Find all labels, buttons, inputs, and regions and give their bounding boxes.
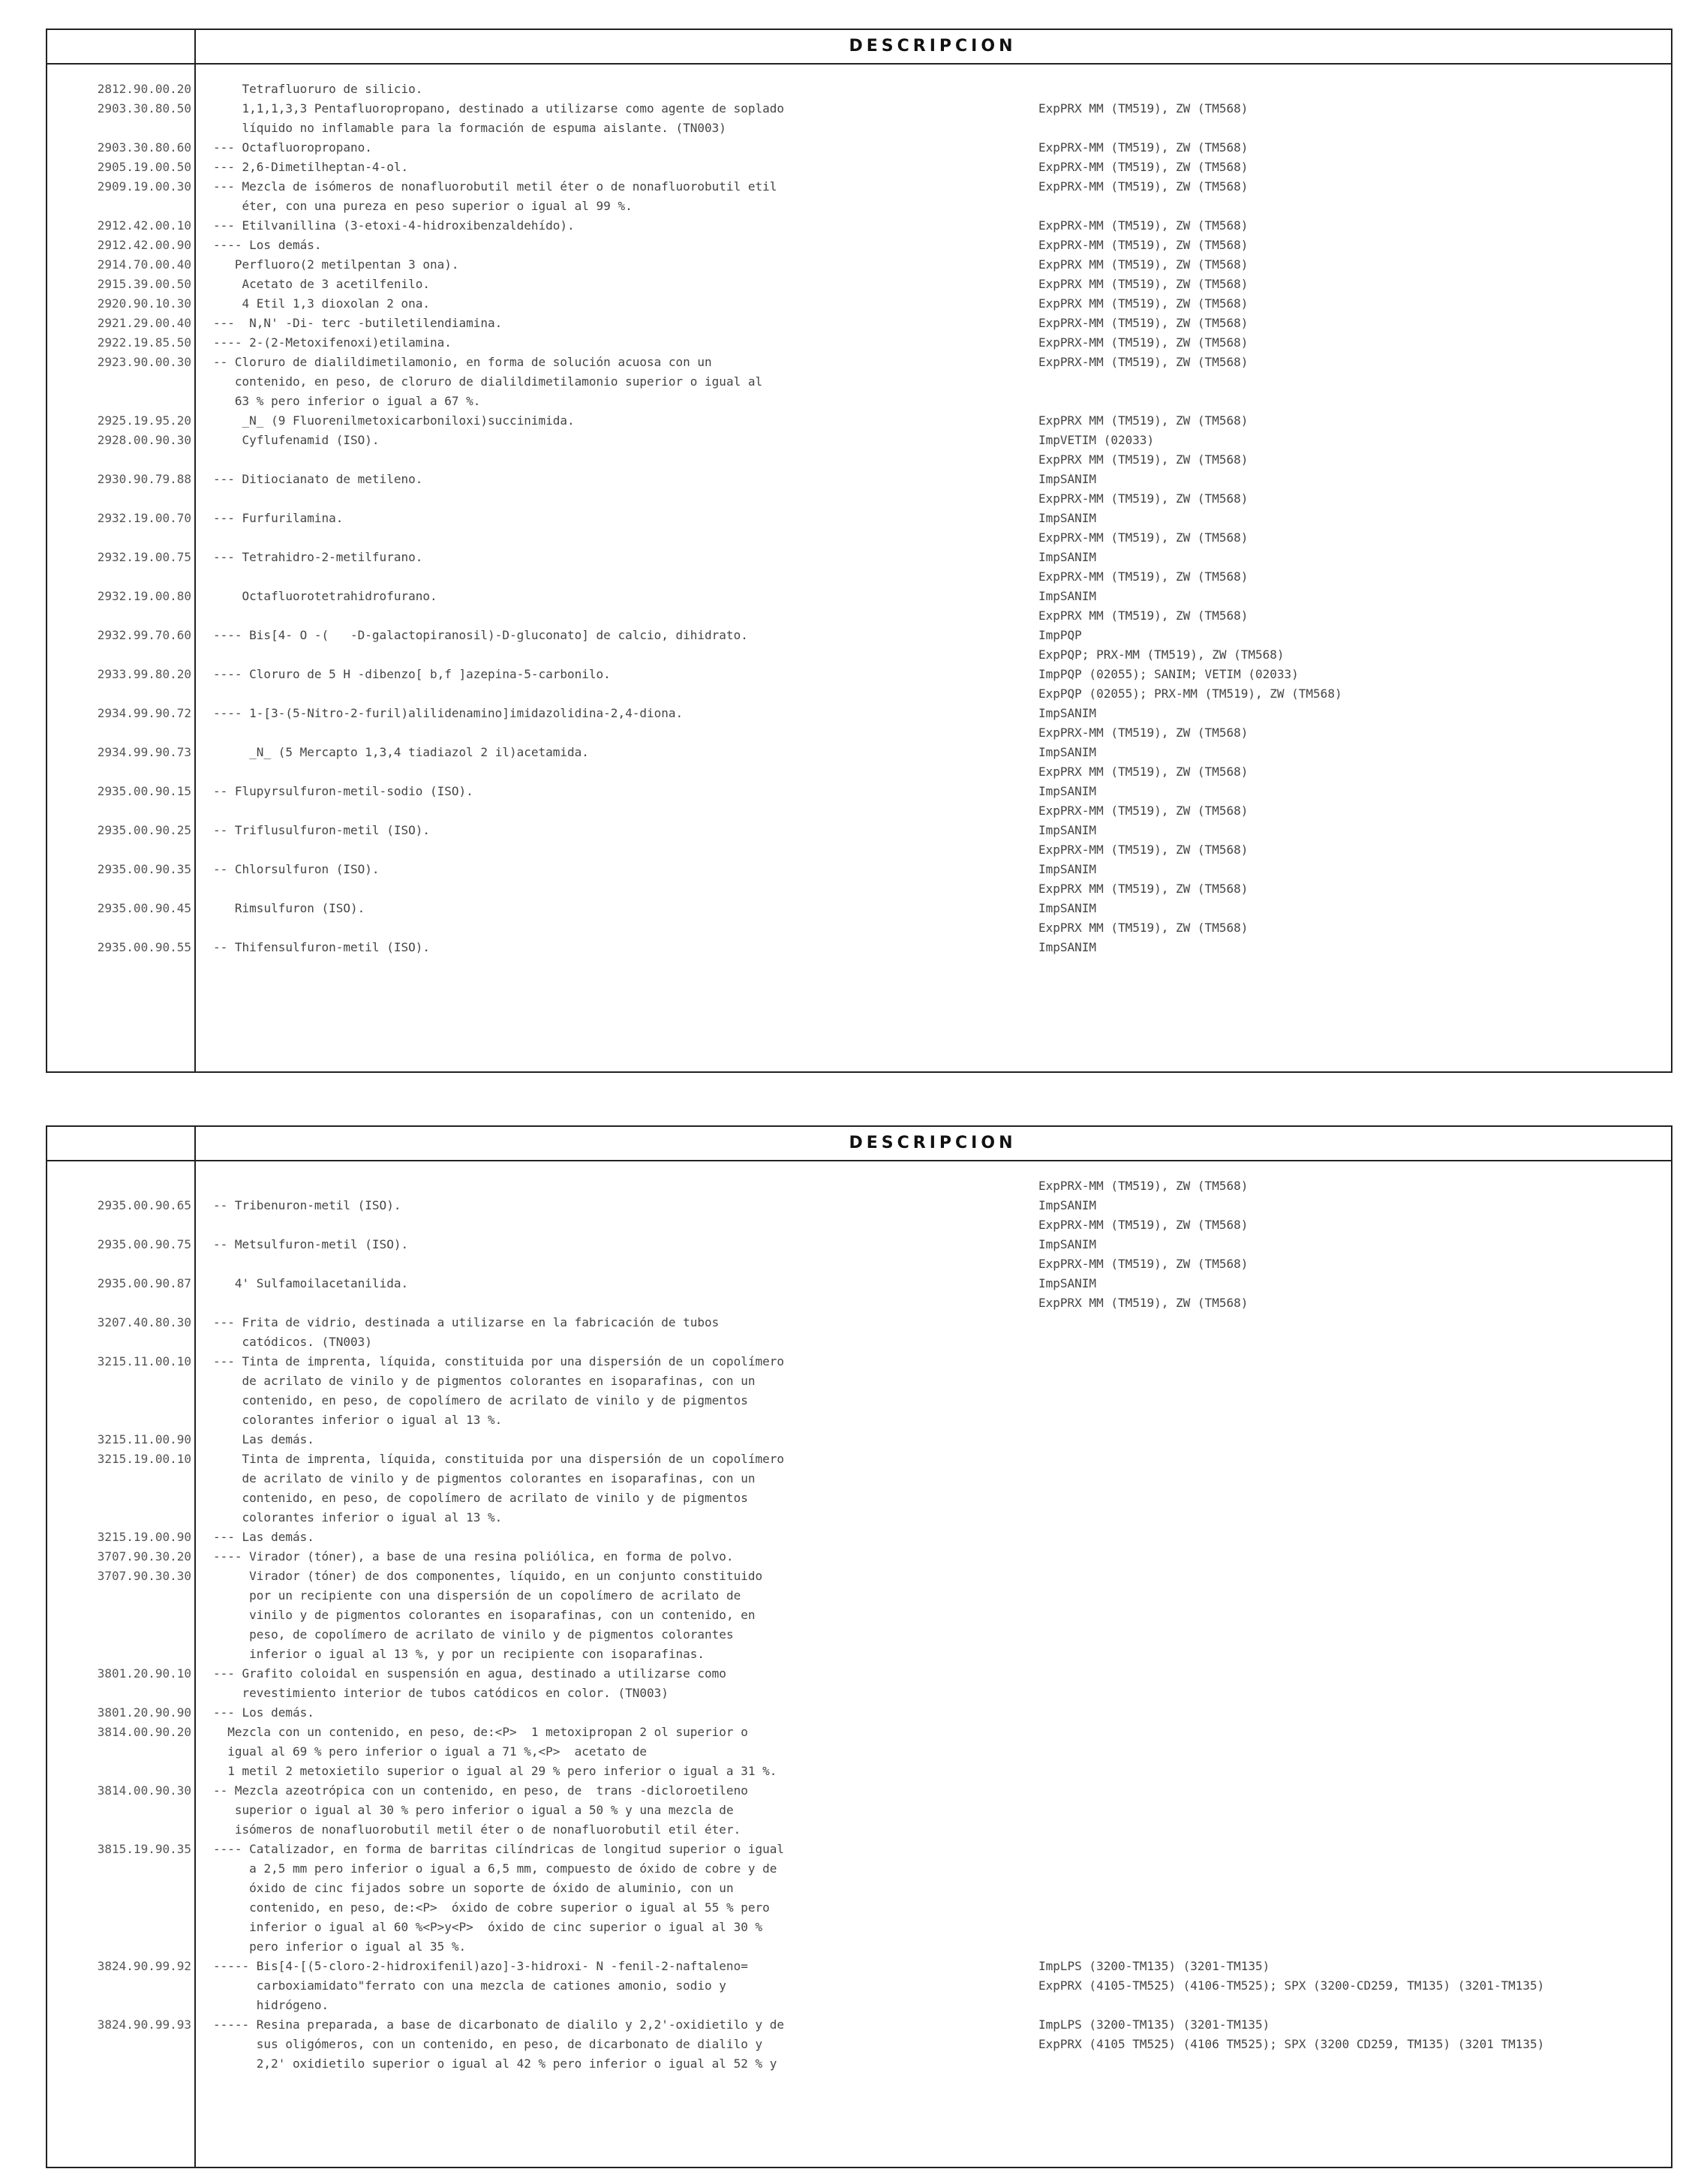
header-title: DESCRIPCION xyxy=(849,1134,1017,1152)
description-cell: Tetrafluoruro de silicio. xyxy=(213,82,423,96)
table-row xyxy=(47,821,1671,860)
description-cell: --- Tetrahidro-2-metilfurano. xyxy=(213,550,423,564)
description-cell: --- Octafluoropropano. xyxy=(213,140,372,155)
table-row xyxy=(47,353,1671,411)
header-title: DESCRIPCION xyxy=(849,37,1017,56)
tariff-code: 2935.00.90.45 xyxy=(97,901,191,915)
table-row xyxy=(47,1781,1671,1840)
tariff-code: 3814.00.90.20 xyxy=(97,1725,191,1739)
description-cell: -- Metsulfuron-metil (ISO). xyxy=(213,1237,409,1251)
tariff-code: 2935.00.90.65 xyxy=(97,1198,191,1212)
tariff-code: 2935.00.90.75 xyxy=(97,1237,191,1251)
table-row xyxy=(47,587,1671,626)
description-cell: 4 Etil 1,3 dioxolan 2 ona. xyxy=(213,296,430,311)
description-cell: -- Flupyrsulfuron-metil-sodio (ISO). xyxy=(213,784,473,798)
measures-cell: ImpSANIM ExpPRX MM (TM519), ZW (TM568) xyxy=(1038,589,1249,623)
tariff-code: 2930.90.79.88 xyxy=(97,472,191,486)
table-header xyxy=(47,1127,1671,1161)
table-row xyxy=(47,1567,1671,1664)
table-row xyxy=(47,236,1671,255)
measures-cell: ImpLPS (3200-TM135) (3201-TM135) ExpPRX (4105 TM525) (4106 TM525); SPX (3200 CD259, TM135) (3201 TM135) xyxy=(1038,2017,1545,2051)
measures-cell: ImpSANIM ExpPRX-MM (TM519), ZW (TM568) xyxy=(1038,1198,1249,1232)
tariff-code: 3215.19.00.10 xyxy=(97,1452,191,1466)
tariff-code: 2935.00.90.55 xyxy=(97,940,191,954)
tariff-code: 2935.00.90.87 xyxy=(97,1276,191,1290)
table-row xyxy=(47,294,1671,314)
table-row xyxy=(47,704,1671,743)
table-row xyxy=(47,138,1671,158)
tariff-code: 2915.39.00.50 xyxy=(97,277,191,291)
description-cell: 1,1,1,3,3 Pentafluoropropano, destinado a utilizarse como agente de soplado líquido no inflamable para la formación de espuma aislante. (TN003) xyxy=(242,101,784,135)
tariff-code: 3215.11.00.90 xyxy=(97,1432,191,1446)
tariff-code: 3824.90.99.93 xyxy=(97,2017,191,2032)
table-row xyxy=(47,938,1671,957)
tariff-code: 2935.00.90.15 xyxy=(97,784,191,798)
description-cell: ---- Bis[4- O -( -D-galactopiranosil)-D-gluconato] de calcio, dihidrato. xyxy=(213,628,748,642)
description-cell: Mezcla con un contenido, en peso, de:<P> 1 metoxipropan 2 ol superior o igual al 69 % pero inferior o igual a 71 %,<P> acetato de 1 metil 2 metoxietilo superior o igual al 29 % pero inferior o igual a 31 %. xyxy=(227,1725,777,1778)
table-row xyxy=(47,255,1671,275)
table-row xyxy=(47,1352,1671,1430)
table-row xyxy=(47,509,1671,548)
description-cell: -- Thifensulfuron-metil (ISO). xyxy=(213,940,430,954)
description-cell: Acetato de 3 acetilfenilo. xyxy=(213,277,430,291)
tariff-code: 2812.90.00.20 xyxy=(97,82,191,96)
description-cell: --- Etilvanillina (3-etoxi-4-hidroxibenzaldehído). xyxy=(213,218,575,233)
table-row xyxy=(47,314,1671,333)
rows-panel-1 xyxy=(47,80,1671,957)
measures-cell: ImpVETIM (02033) ExpPRX MM (TM519), ZW (TM568) xyxy=(1038,433,1249,467)
table-row xyxy=(47,1703,1671,1723)
tariff-code: 2922.19.85.50 xyxy=(97,335,191,350)
tariff-code: 2935.00.90.35 xyxy=(97,862,191,876)
measures-cell: ImpSANIM ExpPRX MM (TM519), ZW (TM568) xyxy=(1038,1276,1249,1310)
measures-cell: ImpSANIM ExpPRX-MM (TM519), ZW (TM568) xyxy=(1038,511,1249,545)
table-row xyxy=(47,782,1671,821)
measures-cell: ImpSANIM ExpPRX MM (TM519), ZW (TM568) xyxy=(1038,901,1249,935)
tariff-code: 2932.19.00.75 xyxy=(97,550,191,564)
table-row xyxy=(47,1196,1671,1235)
tariff-code: 2933.99.80.20 xyxy=(97,667,191,681)
measures-cell: ExpPRX MM (TM519), ZW (TM568) xyxy=(1038,296,1249,311)
description-cell: _N_ (5 Mercapto 1,3,4 tiadiazol 2 il)acetamida. xyxy=(213,745,589,759)
description-cell: ---- 1-[3-(5-Nitro-2-furil)alilidenamino]imidazolidina-2,4-diona. xyxy=(213,706,684,720)
description-cell: -- Tribenuron-metil (ISO). xyxy=(213,1198,401,1212)
measures-cell: ExpPRX-MM (TM519), ZW (TM568) xyxy=(1038,140,1249,155)
description-cell: -- Chlorsulfuron (ISO). xyxy=(213,862,380,876)
description-cell: ---- Virador (tóner), a base de una resina poliólica, en forma de polvo. xyxy=(213,1549,734,1564)
tariff-code: 2921.29.00.40 xyxy=(97,316,191,330)
rows-panel-2 xyxy=(47,1176,1671,2074)
description-cell: Las demás. xyxy=(213,1432,314,1446)
tariff-code: 3815.19.90.35 xyxy=(97,1842,191,1856)
measures-cell: ExpPRX-MM (TM519), ZW (TM568) xyxy=(1038,218,1249,233)
description-cell: --- Mezcla de isómeros de nonafluorobutil metil éter o de nonafluorobutil etil éter, con una pureza en peso superior o igual al 99 %. xyxy=(213,179,777,213)
measures-cell: ExpPRX MM (TM519), ZW (TM568) xyxy=(1038,101,1249,116)
measures-cell: ImpSANIM ExpPRX MM (TM519), ZW (TM568) xyxy=(1038,862,1249,896)
measures-cell: ExpPRX-MM (TM519), ZW (TM568) xyxy=(1038,335,1249,350)
table-row xyxy=(47,411,1671,431)
description-cell: ---- 2-(2-Metoxifenoxi)etilamina. xyxy=(213,335,452,350)
tariff-code: 2905.19.00.50 xyxy=(97,160,191,174)
tariff-code: 3824.90.99.92 xyxy=(97,1959,191,1973)
description-cell: ---- Los demás. xyxy=(213,238,322,252)
measures-cell: ImpSANIM ExpPRX MM (TM519), ZW (TM568) xyxy=(1038,745,1249,779)
table-row xyxy=(47,1430,1671,1449)
tariff-code: 2935.00.90.25 xyxy=(97,823,191,837)
table-row xyxy=(47,1840,1671,1957)
description-cell: ---- Catalizador, en forma de barritas cilíndricas de longitud superior o igual a 2,5 mm pero inferior o igual a 6,5 mm, compuesto de óxido de cobre y de óxido de cinc fijados sobre un soporte de óxido de aluminio, con un contenido, en peso, de:<P> óxido de cobre superior o igual al 55 % pero inferior o igual al 60 %<P>y<P> óxido de cinc superior o igual al 30 % pero inferior o igual al 35 %. xyxy=(213,1842,784,1954)
description-cell: ---- Cloruro de 5 H -dibenzo[ b,f ]azepina-5-carbonilo. xyxy=(213,667,611,681)
measures-cell: ImpSANIM ExpPRX-MM (TM519), ZW (TM568) xyxy=(1038,550,1249,584)
table-row xyxy=(47,177,1671,216)
description-cell: _N_ (9 Fluorenilmetoxicarboniloxi)succinimida. xyxy=(213,413,575,428)
table-row xyxy=(47,1176,1671,1196)
table-row xyxy=(47,216,1671,236)
description-cell: Cyflufenamid (ISO). xyxy=(213,433,380,447)
table-row xyxy=(47,1274,1671,1313)
table-row xyxy=(47,158,1671,177)
tariff-code: 2912.42.00.10 xyxy=(97,218,191,233)
measures-cell: ImpSANIM ExpPRX-MM (TM519), ZW (TM568) xyxy=(1038,472,1249,506)
table-row xyxy=(47,1723,1671,1781)
measures-cell: ImpSANIM ExpPRX-MM (TM519), ZW (TM568) xyxy=(1038,706,1249,740)
tariff-code: 2912.42.00.90 xyxy=(97,238,191,252)
table-row xyxy=(47,333,1671,353)
description-cell: -- Mezcla azeotrópica con un contenido, en peso, de trans -dicloroetileno superior o igual al 30 % pero inferior o igual a 50 % y una mezcla de isómeros de nonafluorobutil metil éter o de nonafluorobutil etil éter. xyxy=(213,1783,748,1837)
description-cell: --- 2,6-Dimetilheptan-4-ol. xyxy=(213,160,409,174)
description-cell: --- Tinta de imprenta, líquida, constituida por una dispersión de un copolímero de acrilato de vinilo y de pigmentos colorantes en isoparafinas, con un contenido, en peso, de copolímero de acrilato de vinilo y de pigmentos colorantes inferior o igual al 13 %. xyxy=(213,1354,784,1427)
measures-cell: ImpSANIM ExpPRX-MM (TM519), ZW (TM568) xyxy=(1038,1237,1249,1271)
table-row xyxy=(47,899,1671,938)
description-cell: ----- Bis[4-[(5-cloro-2-hidroxifenil)azo]-3-hidroxi- N -fenil-2-naftaleno= carboxiamidato"ferrato con una mezcla de cationes amonio, sodio y hidrógeno. xyxy=(213,1959,748,2012)
description-cell: -- Cloruro de dialildimetilamonio, en forma de solución acuosa con un contenido, en peso, de cloruro de dialildimetilamonio superior o igual al 63 % pero inferior o igual a 67 %. xyxy=(213,355,763,408)
table-row xyxy=(47,626,1671,665)
measures-cell: ExpPRX-MM (TM519), ZW (TM568) xyxy=(1038,238,1249,252)
table-row xyxy=(47,431,1671,470)
tariff-code: 2928.00.90.30 xyxy=(97,433,191,447)
measures-cell: ImpLPS (3200-TM135) (3201-TM135) ExpPRX (4105-TM525) (4106-TM525); SPX (3200-CD259, TM135) (3201-TM135) xyxy=(1038,1959,1545,1993)
tariff-code: 3814.00.90.30 xyxy=(97,1783,191,1798)
tariff-panel-2 xyxy=(46,1125,1672,2168)
description-cell: --- Los demás. xyxy=(213,1705,314,1720)
table-row xyxy=(47,1528,1671,1547)
tariff-code: 3707.90.30.30 xyxy=(97,1569,191,1583)
description-cell: Rimsulfuron (ISO). xyxy=(213,901,365,915)
description-cell: --- Ditiocianato de metileno. xyxy=(213,472,423,486)
tariff-code: 2923.90.00.30 xyxy=(97,355,191,369)
tariff-code: 2934.99.90.72 xyxy=(97,706,191,720)
tariff-code: 2903.30.80.60 xyxy=(97,140,191,155)
tariff-code: 2903.30.80.50 xyxy=(97,101,191,116)
tariff-code: 2932.19.00.70 xyxy=(97,511,191,525)
table-row xyxy=(47,1957,1671,2015)
description-cell: -- Triflusulfuron-metil (ISO). xyxy=(213,823,430,837)
tariff-code: 3801.20.90.10 xyxy=(97,1666,191,1681)
tariff-code: 3215.11.00.10 xyxy=(97,1354,191,1368)
table-row xyxy=(47,80,1671,99)
table-row xyxy=(47,860,1671,899)
tariff-code: 3207.40.80.30 xyxy=(97,1315,191,1329)
table-row xyxy=(47,1664,1671,1703)
table-row xyxy=(47,275,1671,294)
measures-cell: ExpPRX MM (TM519), ZW (TM568) xyxy=(1038,277,1249,291)
tariff-code: 2909.19.00.30 xyxy=(97,179,191,194)
table-row xyxy=(47,1547,1671,1567)
table-row xyxy=(47,470,1671,509)
tariff-code: 2932.99.70.60 xyxy=(97,628,191,642)
table-row xyxy=(47,665,1671,704)
table-row xyxy=(47,548,1671,587)
measures-cell: ImpPQP (02055); SANIM; VETIM (02033) ExpPQP (02055); PRX-MM (TM519), ZW (TM568) xyxy=(1038,667,1342,701)
description-cell: --- Frita de vidrio, destinada a utilizarse en la fabricación de tubos catódicos. (TN003) xyxy=(213,1315,720,1349)
tariff-code: 2920.90.10.30 xyxy=(97,296,191,311)
measures-cell: ExpPRX-MM (TM519), ZW (TM568) xyxy=(1038,316,1249,330)
description-cell: Perfluoro(2 metilpentan 3 ona). xyxy=(213,257,459,272)
description-cell: Tinta de imprenta, líquida, constituida por una dispersión de un copolímero de acrilato de vinilo y de pigmentos colorantes en isoparafinas, con un contenido, en peso, de copolímero de acrilato de vinilo y de pigmentos colorantes inferior o igual al 13 %. xyxy=(242,1452,784,1525)
tariff-code: 2925.19.95.20 xyxy=(97,413,191,428)
tariff-code: 2934.99.90.73 xyxy=(97,745,191,759)
tariff-code: 3707.90.30.20 xyxy=(97,1549,191,1564)
measures-cell: ImpSANIM ExpPRX-MM (TM519), ZW (TM568) xyxy=(1038,784,1249,818)
tariff-panel-1 xyxy=(46,29,1672,1073)
tariff-code: 2914.70.00.40 xyxy=(97,257,191,272)
description-cell: Virador (tóner) de dos componentes, líquido, en un conjunto constituido por un recipiente con una dispersión de un copolímero de acrilato de vinilo y de pigmentos colorantes en isoparafinas, con un contenido, en peso, de copolímero de acrilato de vinilo y de pigmentos colorantes inferior o igual al 13 %, y por un recipiente con isoparafinas. xyxy=(249,1569,763,1661)
measures-cell: ExpPRX-MM (TM519), ZW (TM568) xyxy=(1038,355,1249,369)
table-row xyxy=(47,2015,1671,2074)
measures-cell: ExpPRX MM (TM519), ZW (TM568) xyxy=(1038,413,1249,428)
measures-cell: ImpSANIM ExpPRX-MM (TM519), ZW (TM568) xyxy=(1038,823,1249,857)
table-row xyxy=(47,743,1671,782)
description-cell: --- Furfurilamina. xyxy=(213,511,344,525)
tariff-code: 3801.20.90.90 xyxy=(97,1705,191,1720)
measures-cell: ExpPRX-MM (TM519), ZW (TM568) xyxy=(1038,160,1249,174)
measures-cell: ImpPQP ExpPQP; PRX-MM (TM519), ZW (TM568) xyxy=(1038,628,1285,662)
measures-cell: ExpPRX MM (TM519), ZW (TM568) xyxy=(1038,257,1249,272)
description-cell: Octafluorotetrahidrofurano. xyxy=(213,589,437,603)
table-row xyxy=(47,99,1671,138)
table-row xyxy=(47,1449,1671,1528)
measures-cell: ExpPRX-MM (TM519), ZW (TM568) xyxy=(1038,179,1249,194)
measures-cell: ExpPRX-MM (TM519), ZW (TM568) xyxy=(1038,1179,1249,1193)
tariff-code: 2932.19.00.80 xyxy=(97,589,191,603)
table-header xyxy=(47,30,1671,65)
measures-cell: ImpSANIM xyxy=(1038,940,1097,954)
description-cell: --- Grafito coloidal en suspensión en agua, destinado a utilizarse como revestimiento interior de tubos catódicos en color. (TN003) xyxy=(213,1666,726,1700)
description-cell: ----- Resina preparada, a base de dicarbonato de dialilo y 2,2'-oxidietilo y de sus oligómeros, con un contenido, en peso, de dicarbonato de dialilo y 2,2' oxidietilo superior o igual al 42 % pero inferior o igual al 52 % y xyxy=(213,2017,784,2071)
table-row xyxy=(47,1313,1671,1352)
description-cell: --- Las demás. xyxy=(213,1530,314,1544)
description-cell: 4' Sulfamoilacetanilida. xyxy=(213,1276,409,1290)
description-cell: --- N,N' -Di- terc -butiletilendiamina. xyxy=(213,316,503,330)
tariff-code: 3215.19.00.90 xyxy=(97,1530,191,1544)
table-row xyxy=(47,1235,1671,1274)
